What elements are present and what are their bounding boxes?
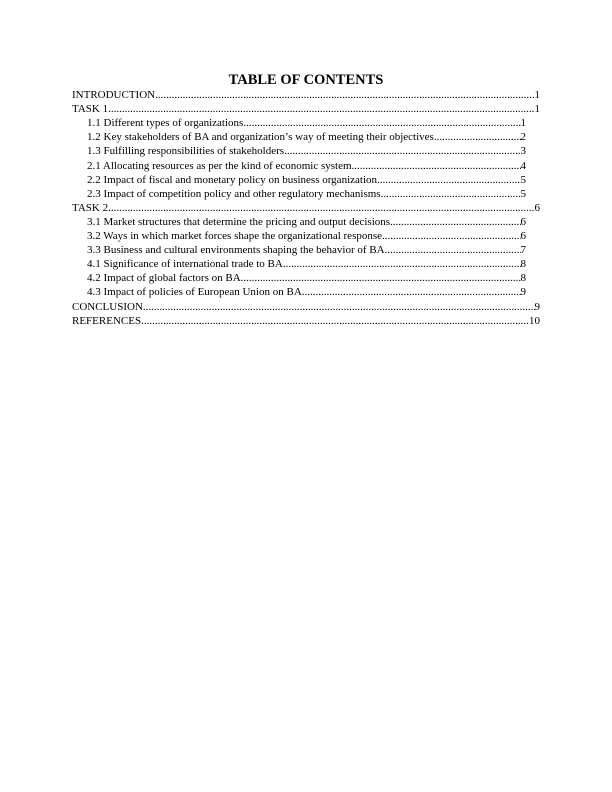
- toc-entry[interactable]: [87, 187, 526, 201]
- toc-dot-leader: [141, 314, 529, 328]
- toc-entry[interactable]: [87, 229, 526, 243]
- toc-entry-label: 1.2 Key stakeholders of BA and organization’s way of meeting their objectives: [87, 131, 434, 144]
- toc-entry[interactable]: [87, 130, 526, 144]
- toc-entry-label: CONCLUSION: [72, 300, 143, 313]
- toc-dot-leader: [283, 257, 521, 271]
- toc-entry-page-number: 8: [520, 272, 526, 285]
- toc-entry[interactable]: [87, 257, 526, 271]
- toc-entry-label: 2.1 Allocating resources as per the kind of economic system: [87, 159, 352, 172]
- toc-entry[interactable]: [87, 116, 526, 130]
- toc-entry-label: 3.3 Business and cultural environments shaping the behavior of BA: [87, 244, 385, 257]
- toc-entry-label: 1.1 Different types of organizations: [87, 117, 244, 130]
- toc-entry[interactable]: [72, 102, 540, 116]
- toc-entry-page-number: 9: [534, 300, 540, 313]
- toc-dot-leader: [143, 300, 535, 314]
- toc-entry-page-number: 6: [520, 230, 526, 242]
- toc-entry-page-number: 4: [520, 159, 526, 172]
- toc-entry-label: 4.1 Significance of international trade to BA: [87, 258, 283, 271]
- toc-entry-label: TASK 2: [72, 201, 109, 214]
- toc-entry-label: 2.3 Impact of competition policy and other regulatory mechanisms: [87, 187, 381, 200]
- toc-entry-page-number: 1: [520, 117, 526, 130]
- toc-dot-leader: [352, 159, 521, 173]
- toc-entry-page-number: 3: [520, 145, 526, 158]
- toc-entry-page-number: 1: [534, 103, 540, 116]
- toc-dot-leader: [108, 102, 534, 116]
- toc-dot-leader: [390, 215, 520, 229]
- toc-dot-leader: [241, 271, 521, 285]
- toc-entry[interactable]: [87, 271, 526, 285]
- toc-entry[interactable]: [72, 314, 540, 328]
- toc-entry[interactable]: [87, 215, 526, 229]
- toc-dot-leader: [434, 130, 521, 144]
- toc-entry[interactable]: [87, 159, 526, 173]
- toc-entry-label: 3.1 Market structures that determine the pricing and output decisions: [87, 215, 391, 228]
- toc-entry-page-number: 5: [520, 187, 526, 200]
- toc-entry-label: 1.3 Fulfilling responsibilities of stakeholders: [87, 145, 285, 158]
- toc-dot-leader: [108, 201, 534, 215]
- toc-dot-leader: [382, 229, 520, 243]
- toc-dot-leader: [381, 187, 521, 201]
- toc-dot-leader: [385, 243, 521, 257]
- toc-entry-label: TASK 1: [72, 103, 109, 116]
- toc-entry-page-number: 1: [534, 89, 540, 101]
- toc-entry-page-number: 5: [520, 173, 526, 186]
- toc-entry-page-number: 8: [520, 258, 526, 271]
- toc-entry-page-number: 7: [520, 244, 526, 257]
- toc-entry-label: INTRODUCTION: [72, 89, 156, 101]
- toc-title: TABLE OF CONTENTS: [228, 72, 384, 88]
- toc-entry-label: 2.2 Impact of fiscal and monetary policy on business organization: [87, 173, 378, 186]
- toc-entry[interactable]: [72, 88, 540, 102]
- toc-entry[interactable]: [87, 144, 526, 158]
- toc-entry-label: 4.2 Impact of global factors on BA: [87, 272, 241, 285]
- toc-dot-leader: [284, 144, 520, 158]
- toc-entry-label: REFERENCES: [72, 314, 142, 327]
- toc-entry-page-number: 9: [520, 286, 526, 299]
- toc-dot-leader: [243, 116, 520, 130]
- toc-entry-page-number: 10: [529, 314, 540, 327]
- toc-dot-leader: [155, 88, 534, 102]
- toc-entry-label: 3.2 Ways in which market forces shape the organizational response: [87, 230, 383, 242]
- toc-entry-page-number: 2: [520, 131, 526, 144]
- toc-entry[interactable]: [87, 173, 526, 187]
- toc-entry[interactable]: [87, 285, 526, 299]
- toc-dot-leader: [377, 173, 520, 187]
- toc-dot-leader: [302, 285, 521, 299]
- toc-entry[interactable]: [72, 300, 540, 314]
- toc-entry[interactable]: [72, 201, 540, 215]
- toc-entry-label: 4.3 Impact of policies of European Union on BA: [87, 286, 302, 299]
- toc-entry[interactable]: [87, 243, 526, 257]
- toc-entry-page-number: 6: [534, 201, 540, 214]
- toc-entry-page-number: 6: [520, 215, 526, 228]
